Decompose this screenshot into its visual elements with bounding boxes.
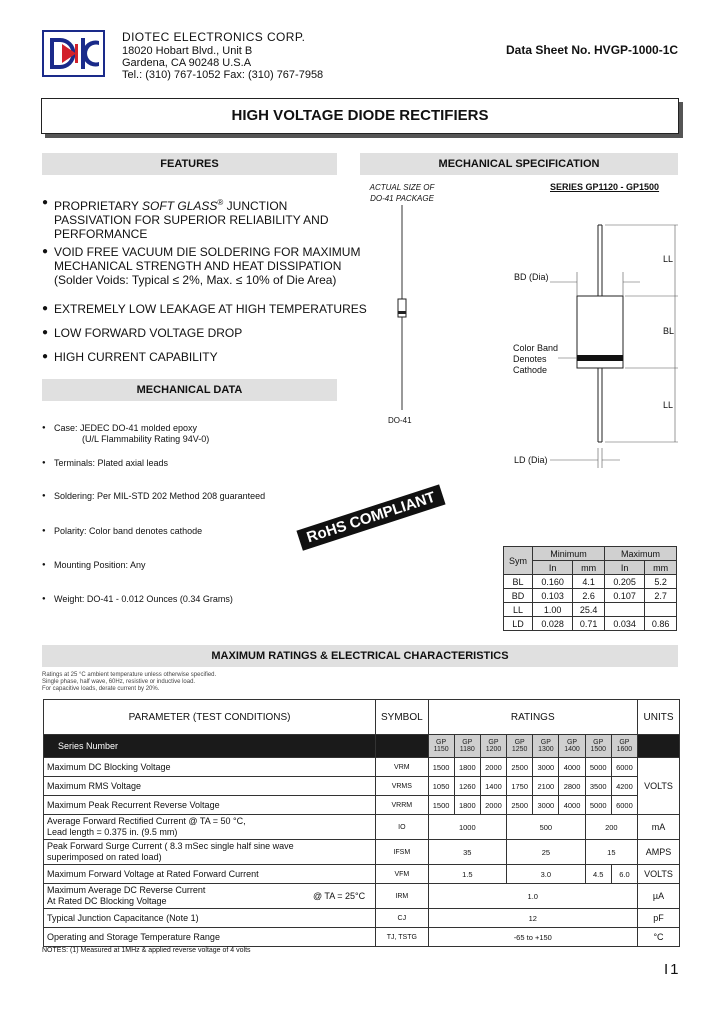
mech-weight: ● Weight: DO-41 - 0.012 Ounces (0.34 Grams): [42, 594, 233, 604]
mech-soldering: ● Soldering: Per MIL-STD 202 Method 208 guaranteed: [42, 491, 266, 501]
table-row: LL 1.00 25.4: [504, 603, 677, 617]
mech-spec-heading: MECHANICAL SPECIFICATION: [360, 153, 678, 175]
address-line-2: Gardena, CA 90248 U.S.A: [122, 57, 252, 69]
table-row: BL 0.160 4.1 0.205 5.2: [504, 575, 677, 589]
mech-case: ● Case: JEDEC DO-41 molded epoxy (U/L Flammability Rating 94V-0): [42, 423, 210, 444]
table-row: Maximum Peak Recurrent Reverse Voltage VRRM 1500 1800 2000 2500 3000 4000 5000 6000: [44, 796, 680, 815]
bd-label: BD (Dia): [514, 272, 549, 282]
table-row: Maximum Average DC Reverse Current At Rated DC Blocking Voltage @ TA = 25°C IRM 1.0 µA: [44, 884, 680, 909]
bl-label: BL: [663, 326, 675, 336]
bullet-icon: ●: [42, 197, 49, 208]
feature-item-low-leakage: ● EXTREMELY LOW LEAKAGE AT HIGH TEMPERATURES: [42, 302, 367, 316]
features-heading: FEATURES: [42, 153, 337, 175]
ratings-table: [43, 699, 680, 947]
table-row: Typical Junction Capacitance (Note 1) CJ 12 pF: [44, 909, 680, 928]
table-row: Operating and Storage Temperature Range TJ, TSTG -65 to +150 °C: [44, 928, 680, 947]
bullet-icon: ●: [42, 528, 46, 534]
feature-item-high-current: ● HIGH CURRENT CAPABILITY: [42, 350, 218, 364]
ll-bottom-label: LL: [663, 400, 674, 410]
actual-size-diode-icon: [392, 205, 412, 410]
address-line-1: 18020 Hobart Blvd., Unit B: [122, 45, 253, 57]
ld-label: LD (Dia): [514, 455, 548, 465]
series-label: SERIES GP1120 - GP1500: [550, 182, 660, 192]
dim-header-row: Sym Minimum Maximum: [504, 547, 677, 561]
table-row: LD 0.028 0.71 0.034 0.86: [504, 617, 677, 631]
rohs-badge: RoHS COMPLIANT: [296, 484, 445, 550]
feature-item-soft-glass: ● PROPRIETARY SOFT GLASS® JUNCTION PASSIVATION FOR SUPERIOR RELIABILITY AND PERFORMANCE: [42, 197, 329, 241]
bullet-icon: ●: [42, 562, 46, 568]
feature-item-low-vf: ● LOW FORWARD VOLTAGE DROP: [42, 326, 243, 340]
dimension-table: [503, 546, 677, 631]
bullet-icon: ●: [42, 303, 49, 314]
ll-top-label: LL: [663, 254, 674, 264]
table-row: BD 0.103 2.6 0.107 2.7: [504, 589, 677, 603]
do41-label: DO-41: [388, 416, 412, 425]
table-row: Maximum RMS Voltage VRMS 1050 1260 1400 1750 2100 2800 3500 4200: [44, 777, 680, 796]
series-number-row: Series Number GP 1150 GP 1180 GP 1200 GP 1250 GP 1300 GP 1400 GP 1500 GP 1600: [44, 735, 680, 758]
bullet-icon: ●: [42, 327, 49, 338]
table-row: Maximum DC Blocking Voltage VRM 1500 1800 2000 2500 3000 4000 5000 6000 VOLTS: [44, 758, 680, 777]
page-title: HIGH VOLTAGE DIODE RECTIFIERS: [41, 98, 679, 134]
mech-terminals: ● Terminals: Plated axial leads: [42, 458, 169, 468]
datasheet-number: Data Sheet No. HVGP-1000-1C: [506, 43, 679, 57]
ratings-note-3: For capacitive loads, derate current by 20%.: [42, 686, 160, 692]
page-mark: I1: [664, 961, 681, 978]
phone-fax: Tel.: (310) 767-1052 Fax: (310) 767-7958: [122, 69, 324, 81]
actual-size-caption: ACTUAL SIZE OF DO-41 PACKAGE: [369, 183, 435, 203]
bullet-icon: ●: [42, 425, 46, 431]
ratings-heading: MAXIMUM RATINGS & ELECTRICAL CHARACTERISTICS: [42, 645, 678, 667]
bullet-icon: ●: [42, 596, 46, 602]
bullet-icon: ●: [42, 493, 46, 499]
bullet-icon: ●: [42, 460, 46, 466]
diotec-logo: [42, 30, 105, 77]
color-band-note: Color Band Denotes Cathode: [513, 343, 559, 375]
feature-item-void-free: ● VOID FREE VACUUM DIE SOLDERING FOR MAXIMUM MECHANICAL STRENGTH AND HEAT DISSIPATION (Solder Voids: Typical ≤ 2%, Max. ≤ 10% of Die Area): [42, 245, 361, 287]
company-name: DIOTEC ELECTRONICS CORP.: [122, 30, 306, 44]
mech-mounting: ● Mounting Position: Any: [42, 560, 146, 570]
ratings-header-row: PARAMETER (TEST CONDITIONS) SYMBOL RATINGS UNITS: [44, 700, 680, 735]
ratings-footnote: NOTES: (1) Measured at 1MHz & applied reverse voltage of 4 volts: [42, 947, 251, 954]
bullet-icon: ●: [42, 246, 49, 257]
table-row: Peak Forward Surge Current ( 8.3 mSec single half sine wave superimposed on rated load) IFSM 35 25 15 AMPS: [44, 840, 680, 865]
bullet-icon: ●: [42, 351, 49, 362]
mech-polarity: ● Polarity: Color band denotes cathode: [42, 526, 203, 536]
table-row: Maximum Forward Voltage at Rated Forward Current VFM 1.5 3.0 4.5 6.0 VOLTS: [44, 865, 680, 884]
dim-subheader-row: In mm In mm: [504, 561, 677, 575]
ratings-note-2: Single phase, half wave, 60Hz, resistive or inductive load.: [42, 679, 196, 685]
mech-data-heading: MECHANICAL DATA: [42, 379, 337, 401]
ratings-note-1: Ratings at 25 °C ambient temperature unless otherwise specified.: [42, 672, 217, 678]
table-row: Average Forward Rectified Current @ TA = 50 °C, Lead length = 0.375 in. (9.5 mm) IO 1000 500 200 mA: [44, 815, 680, 840]
